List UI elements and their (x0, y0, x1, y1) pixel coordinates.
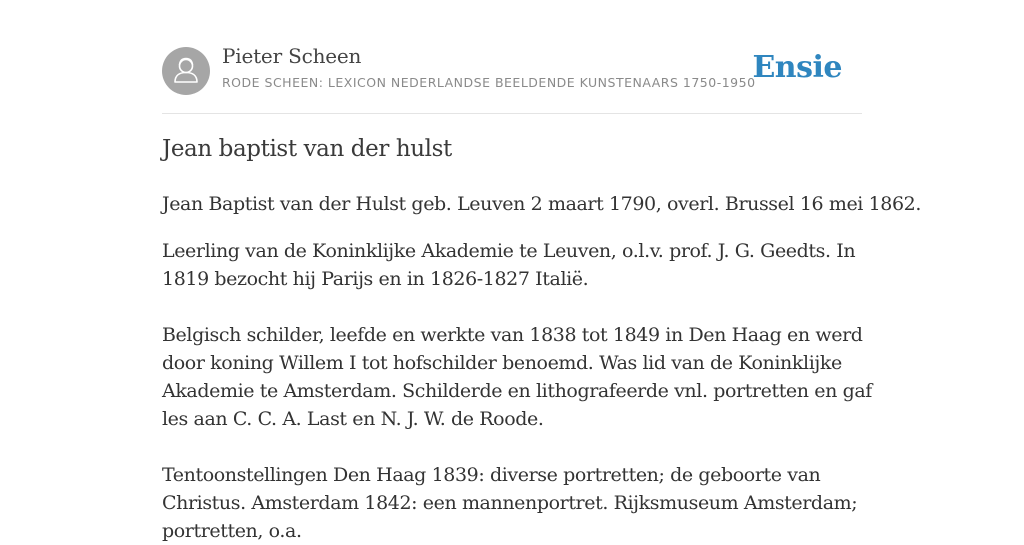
entry-paragraph: Jean Baptist van der Hulst geb. Leuven 2 maart 1790, overl. Brussel 16 mei 1862. (162, 193, 922, 215)
entry-header (162, 0, 862, 114)
content-container (162, 0, 922, 542)
ensie-logo[interactable]: Ensie (752, 50, 842, 85)
entry-paragraph: Belgisch schilder, leefde en werkte van 1838 tot 1849 in Den Haag en werd door koning Willem I tot hofschilder benoemd. Was lid van de Koninklijke Akademie te Amsterdam. Schilderde en lithografeerde vnl. portretten en gaf les aan C. C. A. Last en N. J. W. de Roode. (162, 324, 872, 430)
author-name[interactable]: Pieter Scheen (222, 44, 362, 68)
author-avatar[interactable] (162, 47, 210, 95)
source-title[interactable]: RODE SCHEEN: LEXICON NEDERLANDSE BEELDENDE KUNSTENAARS 1750-1950 (222, 75, 756, 90)
user-silhouette-icon (162, 47, 210, 95)
entry-title: Jean baptist van der hulst (162, 136, 452, 162)
entry-paragraph: Leerling van de Koninklijke Akademie te Leuven, o.l.v. prof. J. G. Geedts. In 1819 bezocht hij Parijs en in 1826-1827 Italië. (162, 240, 856, 290)
entry-paragraph: Tentoonstellingen Den Haag 1839: diverse portretten; de geboorte van Christus. Amsterdam 1842: een mannenportret. Rijksmuseum Amsterdam; portretten, o.a. (162, 464, 858, 542)
